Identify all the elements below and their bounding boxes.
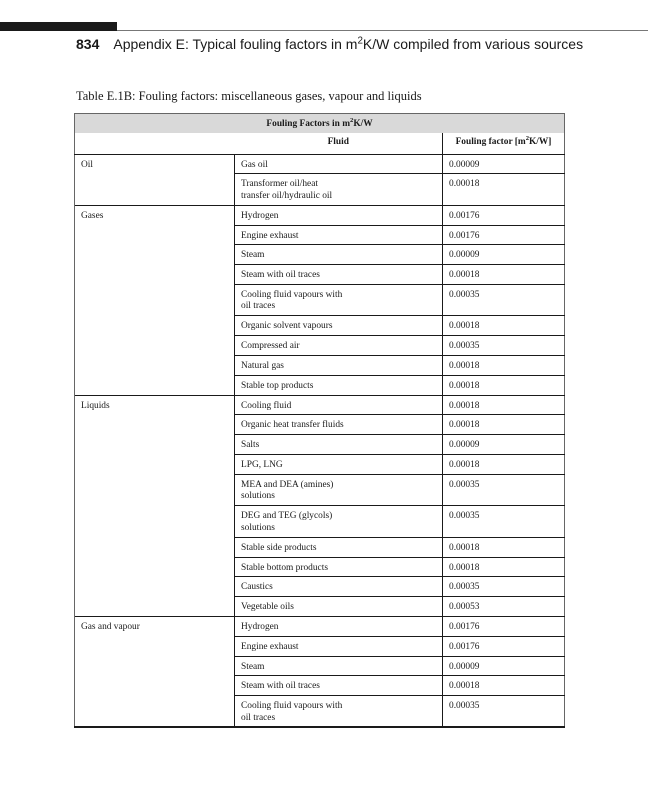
group-cell: Liquids (75, 395, 235, 415)
fluid-line: Compressed air (241, 341, 300, 352)
table-row (75, 316, 565, 336)
fluid-line: Organic solvent vapours (241, 321, 333, 332)
group-cell (75, 696, 235, 728)
group-cell: Gas and vapour (75, 617, 235, 637)
fluid-cell (235, 174, 443, 206)
table-column-header (75, 133, 565, 155)
fluid-line: DEG and TEG (glycols) (241, 511, 333, 522)
fluid-line: Stable side products (241, 542, 317, 553)
group-cell (75, 435, 235, 455)
factor-cell: 0.00035 (443, 696, 565, 728)
factor-cell: 0.00035 (443, 284, 565, 316)
table-row (75, 577, 565, 597)
fluid-line: Stable bottom products (241, 562, 328, 573)
group-cell (75, 474, 235, 506)
fluid-line: Caustics (241, 582, 273, 593)
fluid-line: Natural gas (241, 361, 284, 372)
factor-cell: 0.00018 (443, 557, 565, 577)
fluid-cell (235, 356, 443, 376)
fluid-line-2: oil traces (241, 301, 276, 312)
factor-cell: 0.00018 (443, 375, 565, 395)
page-number: 834 (76, 36, 100, 52)
group-cell (75, 537, 235, 557)
fluid-cell (235, 435, 443, 455)
fluid-cell (235, 597, 443, 617)
table-super-header (75, 114, 565, 133)
factor-header-cell: Fouling factor $[m^2K/W]$ (443, 133, 565, 155)
fluid-line: Engine exhaust (241, 641, 299, 652)
fluid-line-2: transfer oil/hydraulic oil (241, 190, 333, 201)
fluid-cell (235, 395, 443, 415)
table-row (75, 537, 565, 557)
group-cell (75, 557, 235, 577)
fluid-line: Organic heat transfer fluids (241, 420, 344, 431)
fluid-line: Cooling fluid vapours with (241, 701, 343, 712)
factor-cell: 0.00009 (443, 245, 565, 265)
factor-cell: 0.00035 (443, 474, 565, 506)
table-row (75, 597, 565, 617)
group-cell (75, 636, 235, 656)
group-cell (75, 597, 235, 617)
factor-cell: 0.00018 (443, 455, 565, 475)
group-cell (75, 455, 235, 475)
table-body (75, 154, 565, 727)
group-cell (75, 506, 235, 538)
factor-cell: 0.00018 (443, 415, 565, 435)
table-row (75, 174, 565, 206)
group-cell: Gases (75, 205, 235, 225)
fluid-line: Hydrogen (241, 210, 279, 221)
fluid-line: Stable top products (241, 380, 314, 391)
table-caption: Table E.1B: Fouling factors: miscellaneous gases, vapour and liquids (76, 89, 422, 103)
fluid-line: Cooling fluid (241, 400, 292, 411)
fluid-line-2: solutions (241, 522, 275, 533)
fluid-line: Hydrogen (241, 622, 279, 633)
factor-cell: 0.00018 (443, 356, 565, 376)
table-row (75, 356, 565, 376)
table-row (75, 415, 565, 435)
group-cell (75, 336, 235, 356)
factor-cell: 0.00176 (443, 225, 565, 245)
fluid-line: Steam with oil traces (241, 270, 320, 281)
group-cell (75, 676, 235, 696)
factor-cell: 0.00018 (443, 174, 565, 206)
super-header-cell: Fouling Factors in $m^2K/W$ (75, 114, 565, 133)
factor-cell: 0.00009 (443, 154, 565, 174)
table-row (75, 154, 565, 174)
factor-cell: 0.00176 (443, 617, 565, 637)
table-row (75, 506, 565, 538)
fluid-cell (235, 474, 443, 506)
factor-cell: 0.00018 (443, 395, 565, 415)
factor-cell: 0.00035 (443, 506, 565, 538)
fluid-cell (235, 336, 443, 356)
group-cell (75, 577, 235, 597)
fluid-cell (235, 225, 443, 245)
group-cell (75, 265, 235, 285)
fluid-line: Gas oil (241, 159, 268, 170)
fluid-cell (235, 284, 443, 316)
table-row (75, 265, 565, 285)
factor-cell: 0.00176 (443, 636, 565, 656)
fluid-cell (235, 537, 443, 557)
table-row (75, 656, 565, 676)
fluid-line: Salts (241, 440, 260, 451)
fluid-cell (235, 316, 443, 336)
fluid-cell (235, 245, 443, 265)
factor-cell: 0.00009 (443, 435, 565, 455)
table-row (75, 225, 565, 245)
fluid-line: Steam (241, 250, 265, 261)
group-cell (75, 284, 235, 316)
fluid-line: Transformer oil/heat (241, 179, 318, 190)
fluid-line: Steam with oil traces (241, 681, 320, 692)
fluid-line-2: oil traces (241, 712, 276, 723)
running-head (76, 36, 583, 52)
table-row (75, 617, 565, 637)
table-row (75, 455, 565, 475)
fluid-cell (235, 265, 443, 285)
fluid-cell (235, 557, 443, 577)
fluid-cell (235, 154, 443, 174)
group-cell (75, 356, 235, 376)
fluid-cell (235, 506, 443, 538)
table-row (75, 284, 565, 316)
fluid-line: Engine exhaust (241, 230, 299, 241)
fluid-cell (235, 205, 443, 225)
fluid-header-cell: Fluid (235, 133, 443, 155)
group-cell (75, 225, 235, 245)
fluid-line: Vegetable oils (241, 602, 294, 613)
table-row (75, 676, 565, 696)
fluid-line: Steam (241, 661, 265, 672)
fouling-factors-table (74, 113, 565, 728)
header-rule-thin (117, 30, 648, 31)
table-row (75, 557, 565, 577)
group-cell: Oil (75, 154, 235, 174)
factor-cell: 0.00035 (443, 336, 565, 356)
table-row (75, 435, 565, 455)
fluid-line: Cooling fluid vapours with (241, 289, 343, 300)
factor-cell: 0.00009 (443, 656, 565, 676)
factor-cell: 0.00018 (443, 676, 565, 696)
group-cell (75, 375, 235, 395)
table-row (75, 245, 565, 265)
fluid-cell (235, 455, 443, 475)
table-row (75, 696, 565, 728)
table-row (75, 375, 565, 395)
fluid-cell (235, 375, 443, 395)
group-cell (75, 415, 235, 435)
group-cell (75, 174, 235, 206)
table-row (75, 336, 565, 356)
factor-cell: 0.00035 (443, 577, 565, 597)
fluid-cell (235, 696, 443, 728)
fluid-cell (235, 577, 443, 597)
fluid-cell (235, 415, 443, 435)
table-row (75, 474, 565, 506)
group-cell (75, 245, 235, 265)
fluid-line: LPG, LNG (241, 460, 283, 471)
fluid-cell (235, 636, 443, 656)
header-rule-thick (0, 22, 117, 31)
fluid-cell (235, 656, 443, 676)
fluid-line: MEA and DEA (amines) (241, 479, 334, 490)
group-header-cell (75, 133, 235, 155)
group-cell (75, 316, 235, 336)
factor-cell: 0.00018 (443, 265, 565, 285)
group-cell (75, 656, 235, 676)
fluid-cell (235, 676, 443, 696)
table-row (75, 636, 565, 656)
factor-cell: 0.00053 (443, 597, 565, 617)
running-title: Appendix E: Typical fouling factors in $m^2K/W$ compiled from various sources (113, 35, 584, 52)
table-row (75, 395, 565, 415)
fluid-cell (235, 617, 443, 637)
factor-cell: 0.00018 (443, 316, 565, 336)
factor-cell: 0.00176 (443, 205, 565, 225)
table-row (75, 205, 565, 225)
fluid-line-2: solutions (241, 491, 275, 502)
factor-cell: 0.00018 (443, 537, 565, 557)
